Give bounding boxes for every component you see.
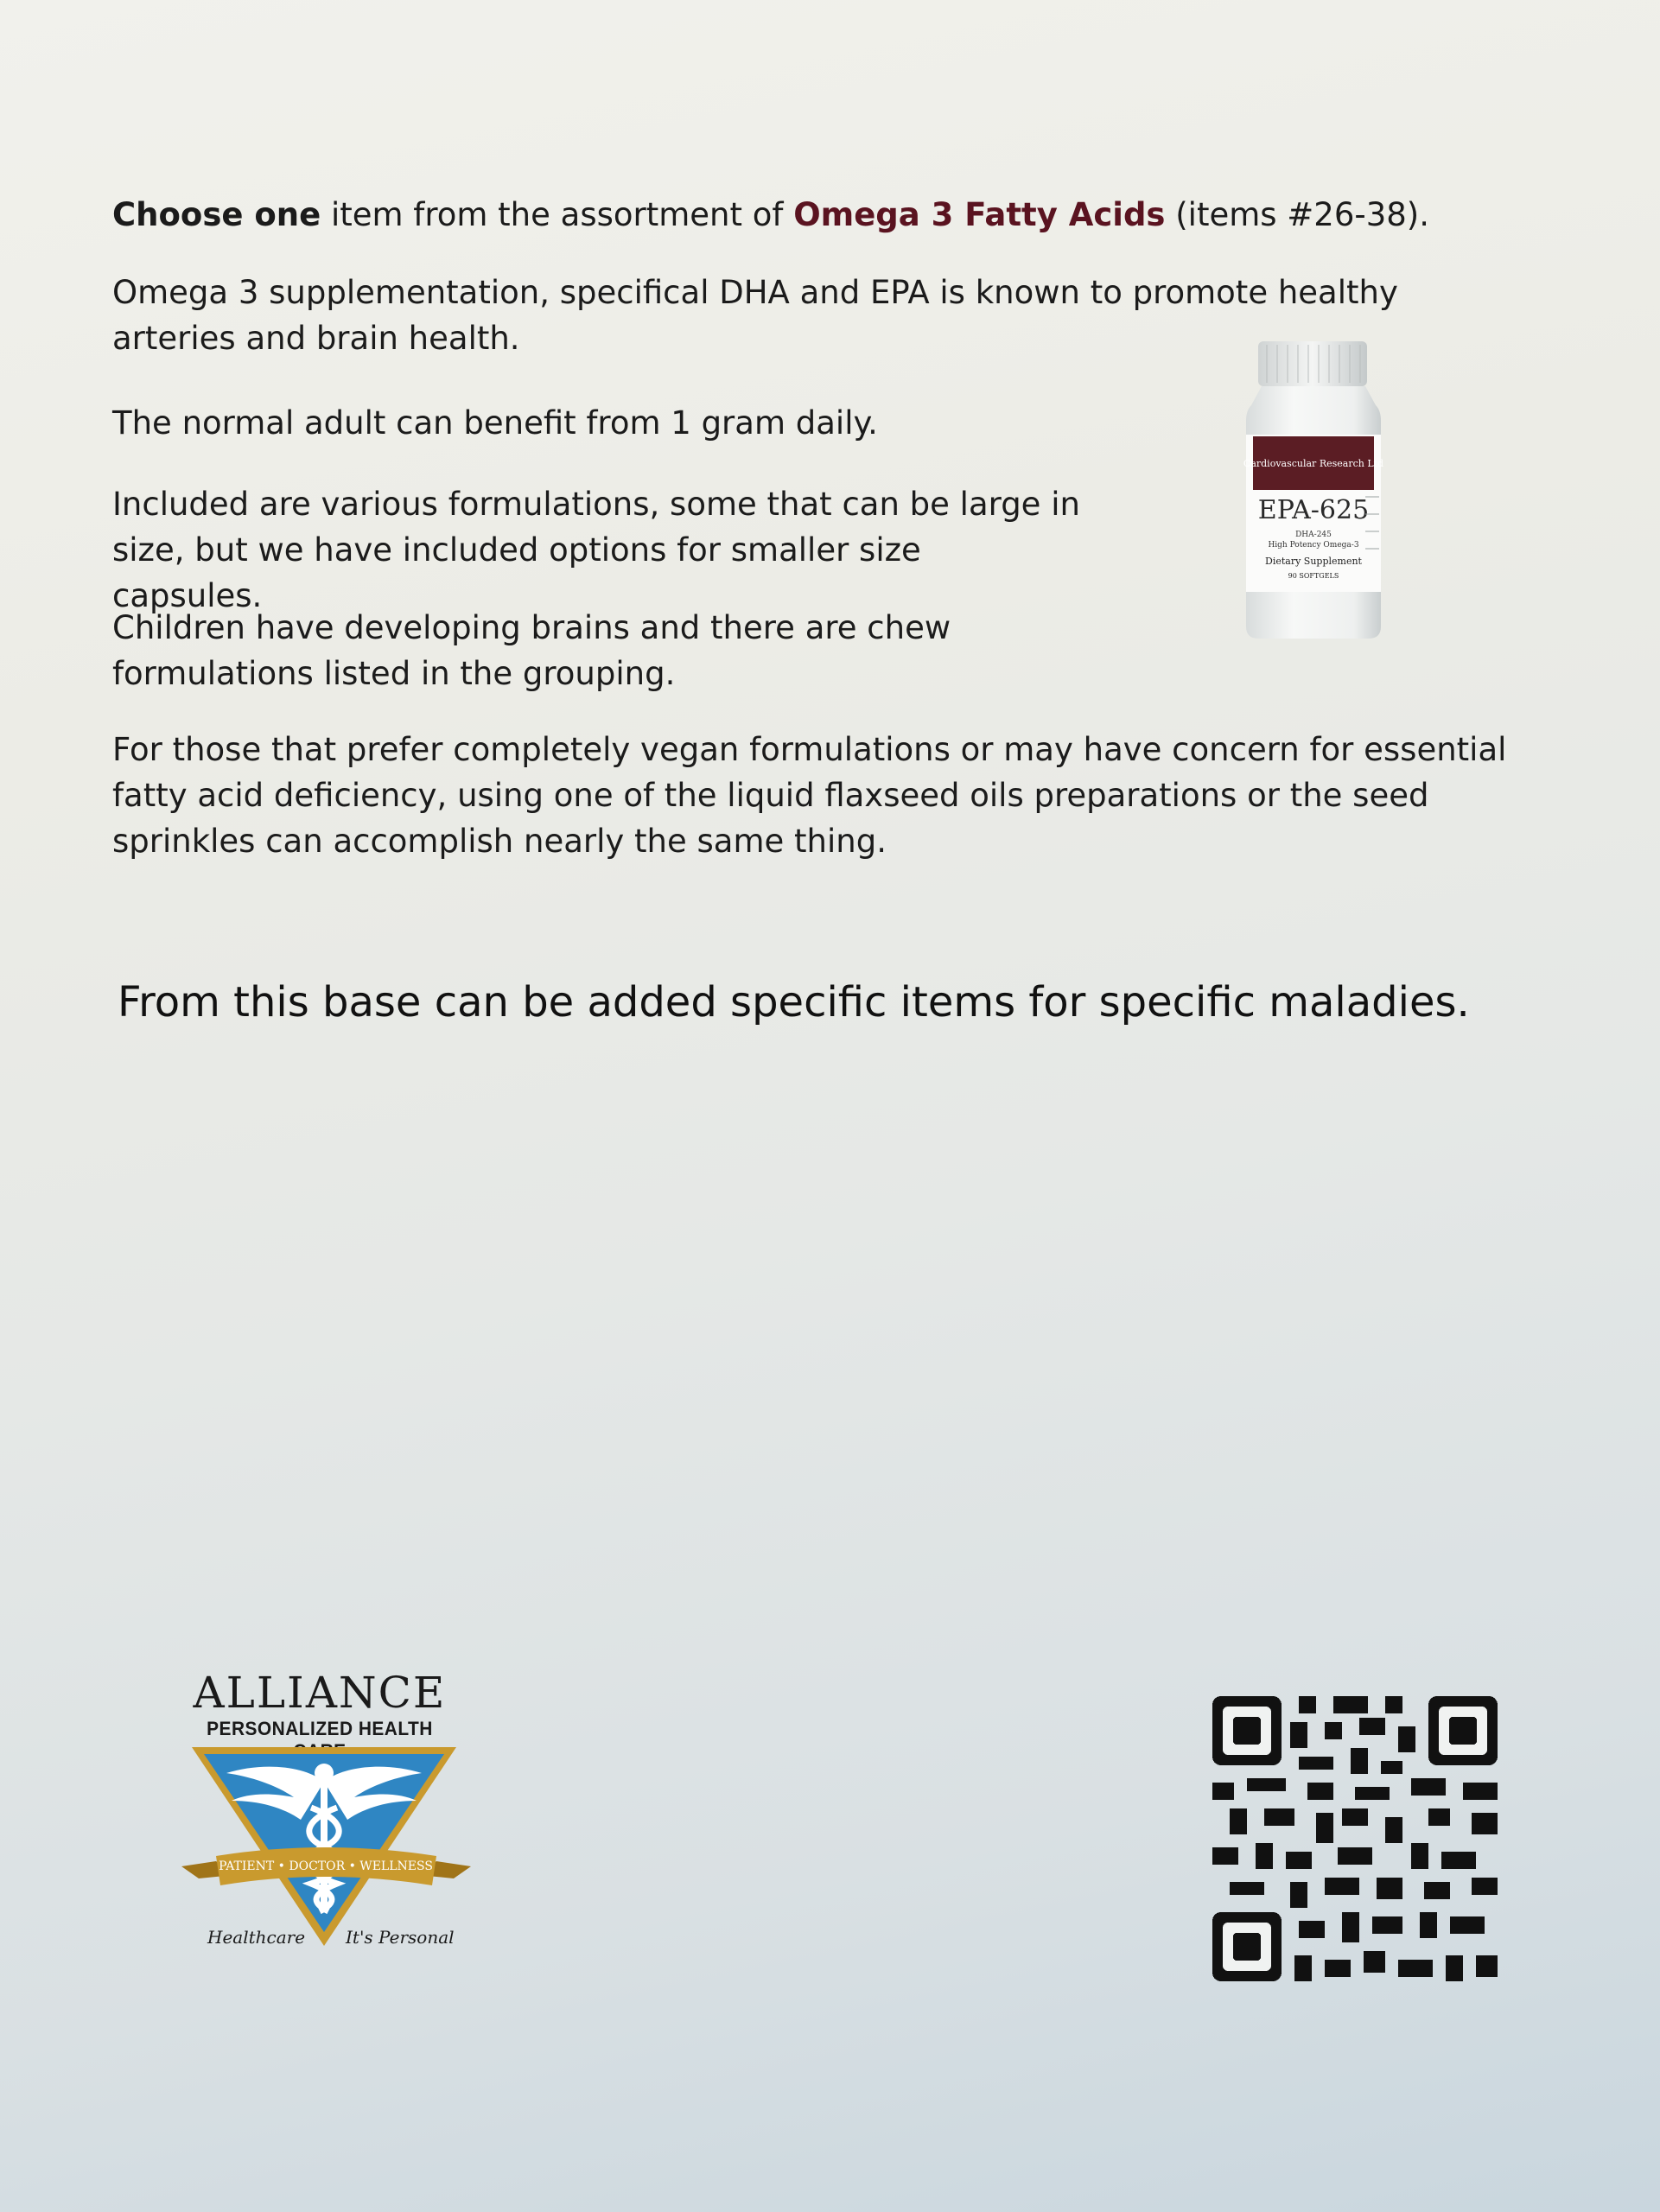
caduceus-icon [181, 1747, 471, 1955]
product-name: Omega 3 Fatty Acids [793, 196, 1166, 233]
bottle-brand: Cardiovascular Research Ltd [1243, 458, 1384, 469]
vegan-paragraph: For those that prefer completely vegan formulations or may have concern for essential fatty acid deficiency, using one of the liquid flaxseed oils preparations or the seed sprinkles can accomplish nearly the same thing. [112, 731, 1507, 860]
intro-tail-text: (items #26-38). [1165, 196, 1430, 233]
bottle-count: 90 SOFTGELS [1288, 572, 1339, 580]
bottle-sub1: DHA-245 [1295, 531, 1332, 539]
alliance-logo [181, 1668, 471, 1961]
intro-middle-text: item from the assortment of [321, 196, 794, 233]
supplement-bottle-image [1227, 341, 1400, 639]
choose-one-text: Choose one [112, 196, 321, 233]
bottle-type: Dietary Supplement [1265, 556, 1362, 567]
logo-banner: PATIENT • DOCTOR • WELLNESS [219, 1859, 433, 1873]
dosage-paragraph: The normal adult can benefit from 1 gram daily. [112, 404, 878, 442]
bottle-product-name: EPA-625 [1257, 495, 1370, 525]
formulations-paragraph: Included are various formulations, some that can be large in size, but we have included options for smaller size capsules. [112, 486, 1080, 614]
qr-code-icon[interactable] [1212, 1696, 1498, 1981]
logo-title: ALLIANCE [193, 1668, 447, 1718]
logo-subtitle: PERSONALIZED HEALTH [207, 1718, 433, 1739]
logo-tagline-right: It's Personal [346, 1927, 455, 1948]
base-statement: From this base can be added specific items for specific maladies. [118, 978, 1470, 1027]
intro-paragraph [112, 192, 1495, 238]
logo-tagline-left: Healthcare [207, 1927, 306, 1948]
children-paragraph: Children have developing brains and there are chew formulations listed in the grouping. [112, 609, 951, 692]
omega-paragraph: Omega 3 supplementation, specifical DHA and EPA is known to promote healthy arteries and brain health. [112, 274, 1398, 357]
bottle-sub2: High Potency Omega-3 [1268, 541, 1359, 550]
